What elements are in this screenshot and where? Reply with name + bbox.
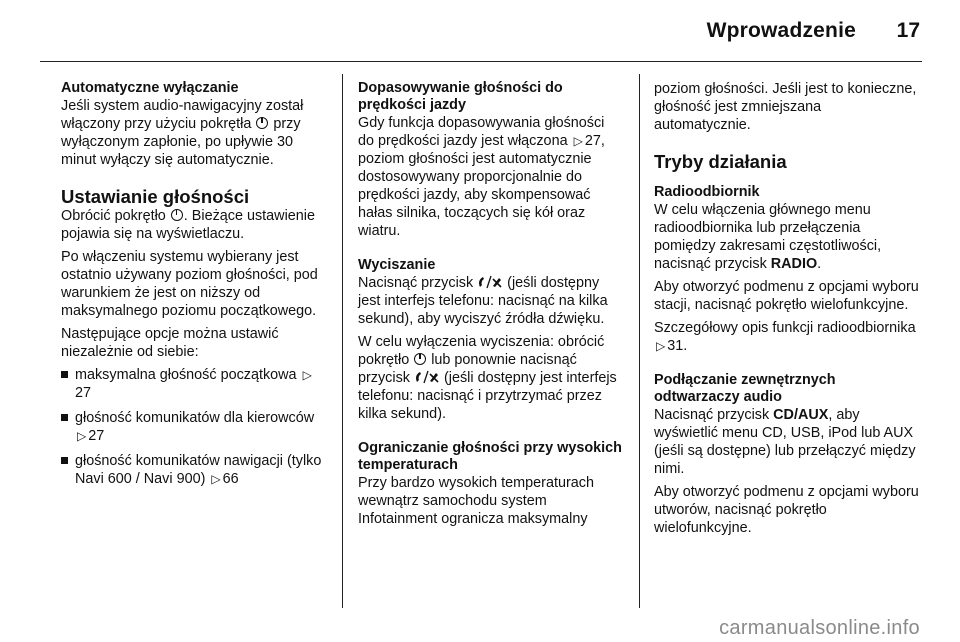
section-heading-volume: Ustawianie głośności [61, 186, 250, 207]
ref-arrow-icon: ▷ [656, 339, 666, 353]
list-item: maksymalna głośność początkowa ▷27 [61, 366, 327, 402]
column-2 [358, 80, 624, 533]
volume-p1: Obrócić pokrętło . Bieżące ustawienie pojawia się na wyświetlaczu. [61, 208, 315, 242]
section-heading-mute: Wyciszanie [358, 257, 436, 273]
power-knob-icon [256, 117, 268, 129]
power-knob-icon [414, 353, 426, 365]
section-heading-speed: Dopasowywanie głośności do prędkości jazdy [358, 80, 563, 113]
list-item: głośność komunikatów dla kierowców ▷ 27 [61, 409, 327, 445]
mute-p1: Nacisnąć przycisk (jeśli dostępny jest interfejs telefonu: nacisnąć na kilka sekund), aby wyciszyć źródła dźwięku. [358, 275, 608, 327]
section-heading-temp: Ograniczanie głośności przy wysokich temperaturach [358, 440, 622, 473]
ref-arrow-icon: ▷ [211, 472, 221, 486]
speed-p1: Gdy funkcja dopasowywania głośności do prędkości jazdy jest włączona ▷ 27, poziom głośności jest automatycznie dostosowywany proporcjonalnie do prędkości jazdy, aby skompensować hałas silnika, toczących się kół oraz wiatru. [358, 115, 605, 239]
column-divider-1 [342, 74, 343, 608]
radio-p1: W celu włączenia głównego menu radioodbiornika lub przełączenia pomiędzy zakresami częstotliwości, nacisnąć przycisk RADIO. [654, 202, 882, 272]
header-rule [40, 61, 922, 62]
page-ref[interactable]: 27 [75, 385, 92, 401]
page-ref[interactable]: 27 [88, 428, 105, 444]
temp-continued: poziom głośności. Jeśli jest to konieczne, głośność jest zmniejszana automatycznie. [654, 81, 917, 133]
section-heading-radio: Radioodbiornik [654, 184, 760, 200]
external-p1: Nacisnąć przycisk CD/AUX, aby wyświetlić menu CD, USB, iPod lub AUX (jeśli są dostępne) lub przełączyć między nimi. [654, 407, 916, 477]
temp-p1: Przy bardzo wysokich temperaturach wewnątrz samochodu system Infotainment ogranicza maksymalny [358, 475, 594, 527]
page-number: 17 [896, 19, 920, 42]
page-ref[interactable]: 66 [222, 471, 239, 487]
list-item: głośność komunikatów nawigacji (tylko Navi 600 / Navi 900) ▷ 66 [61, 452, 327, 488]
section-heading-external: Podłączanie zewnętrznych odtwarzaczy audio [654, 372, 836, 405]
volume-p3: Następujące opcje można ustawić niezależnie od siebie: [61, 326, 279, 360]
page-ref[interactable]: 31 [667, 338, 684, 354]
section-heading-auto-off: Automatyczne wyłączanie [61, 80, 239, 96]
ref-arrow-icon: ▷ [573, 134, 583, 148]
auto-off-text: Jeśli system audio-nawigacyjny został włączony przy użyciu pokrętła przy wyłączonym zapłonie, po upływie 30 minut wyłączy się automatycznie. [61, 98, 304, 168]
volume-options-list [61, 366, 327, 488]
radio-key-label: RADIO [770, 256, 818, 272]
phone-mute-icon [477, 275, 503, 289]
column-3 [654, 80, 920, 542]
radio-p3: Szczegółowy opis funkcji radioodbiornika ▷ 31. [654, 320, 916, 354]
column-1 [61, 80, 327, 495]
ref-arrow-icon: ▷ [302, 368, 312, 382]
volume-p2: Po włączeniu systemu wybierany jest ostatnio używany poziom głośności, pod warunkiem że jest on niższy od maksymalnego poziomu początkowego. [61, 249, 318, 319]
phone-mute-icon [414, 370, 440, 384]
page-ref[interactable]: 27 [584, 133, 601, 149]
radio-p2: Aby otworzyć podmenu z opcjami wyboru stacji, nacisnąć pokrętło wielofunkcyjne. [654, 279, 919, 313]
page-header [0, 0, 960, 62]
section-heading-modes: Tryby działania [654, 151, 787, 172]
cdaux-key-label: CD/AUX [773, 407, 829, 423]
external-p2: Aby otworzyć podmenu z opcjami wyboru utworów, nacisnąć pokrętło wielofunkcyjne. [654, 484, 919, 536]
column-divider-2 [639, 74, 640, 608]
watermark: carmanualsonline.info [719, 617, 920, 639]
page-title: Wprowadzenie [706, 19, 856, 42]
power-knob-icon [171, 209, 183, 221]
ref-arrow-icon: ▷ [77, 429, 87, 443]
mute-p2: W celu wyłączenia wyciszenia: obrócić pokrętło lub ponownie nacisnąć przycisk (jeśli dostępny jest interfejs telefonu: nacisnąć i przytrzymać przez kilka sekund). [358, 334, 617, 422]
